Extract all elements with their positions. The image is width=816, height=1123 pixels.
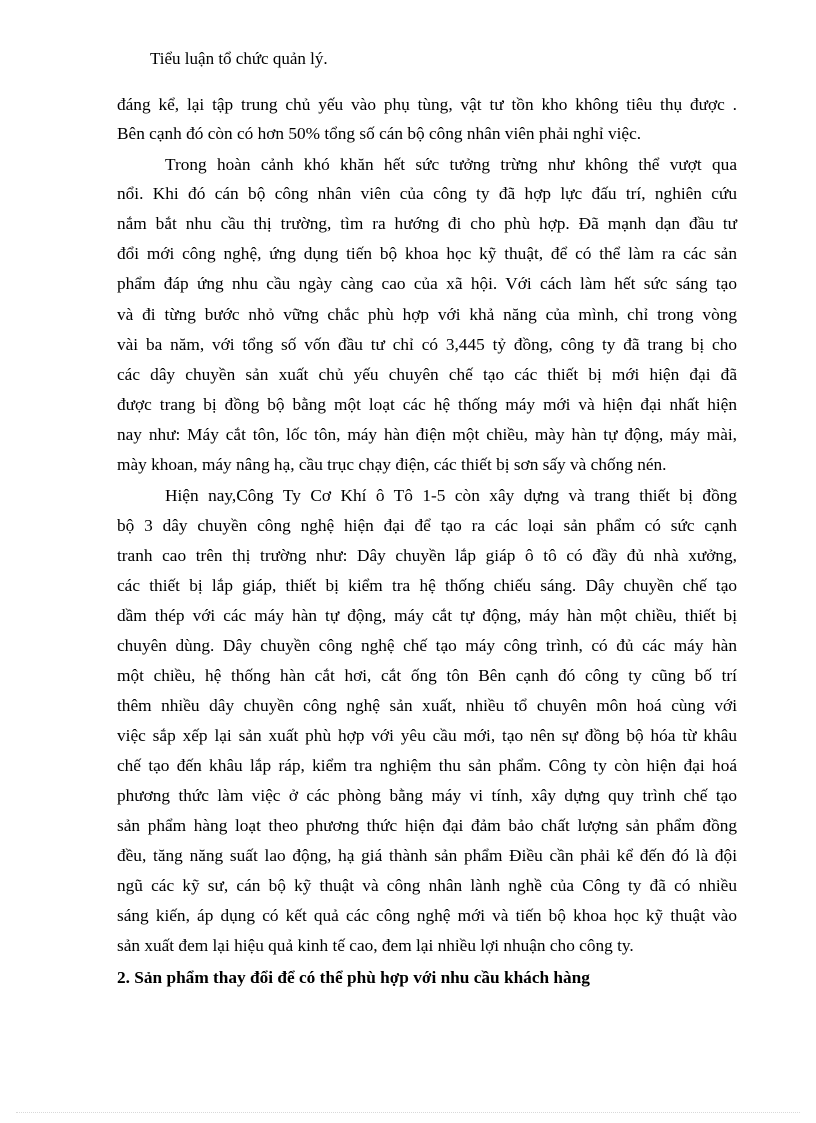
text-line: chuyên dùng. Dây chuyền công nghệ chế tạo máy công trình, có đủ các máy hàn [117,636,737,655]
text-line: nắm bắt nhu cầu thị trường, tìm ra hướng đi cho phù hợp. Đã mạnh dạn đầu tư [117,214,737,233]
text-line: dầm thép với các máy hàn tự động, máy cắt tự động, máy hàn một chiều, thiết bị [117,606,737,625]
text-line: một chiều, hệ thống hàn cắt hơi, cắt ống tôn Bên cạnh đó công ty cũng bố trí [117,666,737,685]
text-line: các thiết bị lắp giáp, thiết bị kiểm tra hệ thống chiếu sáng. Dây chuyền chế tạo [117,576,737,595]
text-line: sản xuất đem lại hiệu quả kinh tế cao, đem lại nhiều lợi nhuận cho công ty. [117,936,634,955]
text-line: và đi từng bước nhỏ vững chắc phù hợp với khả năng của mình, chỉ trong vòng [117,305,737,324]
text-line: vài ba năm, với tổng số vốn đầu tư chỉ có 3,445 tỷ đồng, công ty đã trang bị cho [117,335,737,354]
text-line: ngũ các kỹ sư, cán bộ kỹ thuật và công nhân lành nghề của Công ty đã có nhiều [117,876,737,895]
text-line: Bên cạnh đó còn có hơn 50% tổng số cán bộ công nhân viên phải nghỉ việc. [117,124,642,143]
text-line: Hiện nay,Công Ty Cơ Khí ô Tô 1-5 còn xây dựng và trang thiết bị đồng [165,486,737,505]
text-line: phẩm đáp ứng nhu cầu ngày càng cao của xã hội. Với cách làm hết sức sáng tạo [117,274,737,293]
text-line: đổi mới công nghệ, ứng dụng tiến bộ khoa học kỹ thuật, để có thể làm ra các sản [117,244,737,263]
text-line: phương thức làm việc ở các phòng bằng máy vi tính, xây dựng quy trình chế tạo [117,786,737,805]
page-header: Tiểu luận tổ chức quản lý. [150,49,328,68]
text-line: Trong hoàn cảnh khó khăn hết sức tưởng trừng như không thể vượt qua [165,155,737,174]
text-line: đều, tăng năng suất lao động, hạ giá thành sản phẩm Điều cần phải kể đến đó là đội [117,846,737,865]
text-line: chế tạo đến khâu lắp ráp, kiểm tra nghiệm thu sản phẩm. Công ty còn hiện đại hoá [117,756,737,775]
text-line: sản phẩm hàng loạt theo phương thức hiện đại đảm bảo chất lượng sản phẩm đồng [117,816,737,835]
text-line: nổi. Khi đó cán bộ công nhân viên của công ty đã hợp lực đấu trí, nghiên cứu [117,184,737,203]
text-line: việc sắp xếp lại sản xuất phù hợp với yêu cầu mới, tạo nên sự đồng bộ hóa từ khâu [117,726,737,745]
section-heading: 2. Sản phẩm thay đổi để có thể phù hợp với nhu cầu khách hàng [117,968,590,987]
text-line: tranh cao trên thị trường như: Dây chuyền lắp giáp ô tô có đầy đủ nhà xưởng, [117,546,737,565]
text-line: thêm nhiều dây chuyền công nghệ sản xuất, nhiều tổ chuyên môn hoá cùng với [117,696,737,715]
text-line: sáng kiến, áp dụng có kết quả các công nghệ mới và tiến bộ khoa học kỹ thuật vào [117,906,737,925]
text-line: các dây chuyền sản xuất chủ yếu chuyên chế tạo các thiết bị mới hiện đại đã [117,365,737,384]
text-line: mày khoan, máy nâng hạ, cầu trục chạy điện, các thiết bị sơn sấy và chống nén. [117,455,667,474]
text-line: đáng kể, lại tập trung chủ yếu vào phụ tùng, vật tư tồn kho không tiêu thụ được . [117,95,737,114]
text-line: nay như: Máy cắt tôn, lốc tôn, máy hàn điện một chiều, mày hàn tự động, máy mài, [117,425,737,444]
text-line: bộ 3 dây chuyền công nghệ hiện đại để tạo ra các loại sản phẩm có sức cạnh [117,516,737,535]
page-bottom-rule [16,1112,800,1113]
text-line: được trang bị đồng bộ bằng một loạt các hệ thống máy mới và hiện đại nhất hiện [117,395,737,414]
